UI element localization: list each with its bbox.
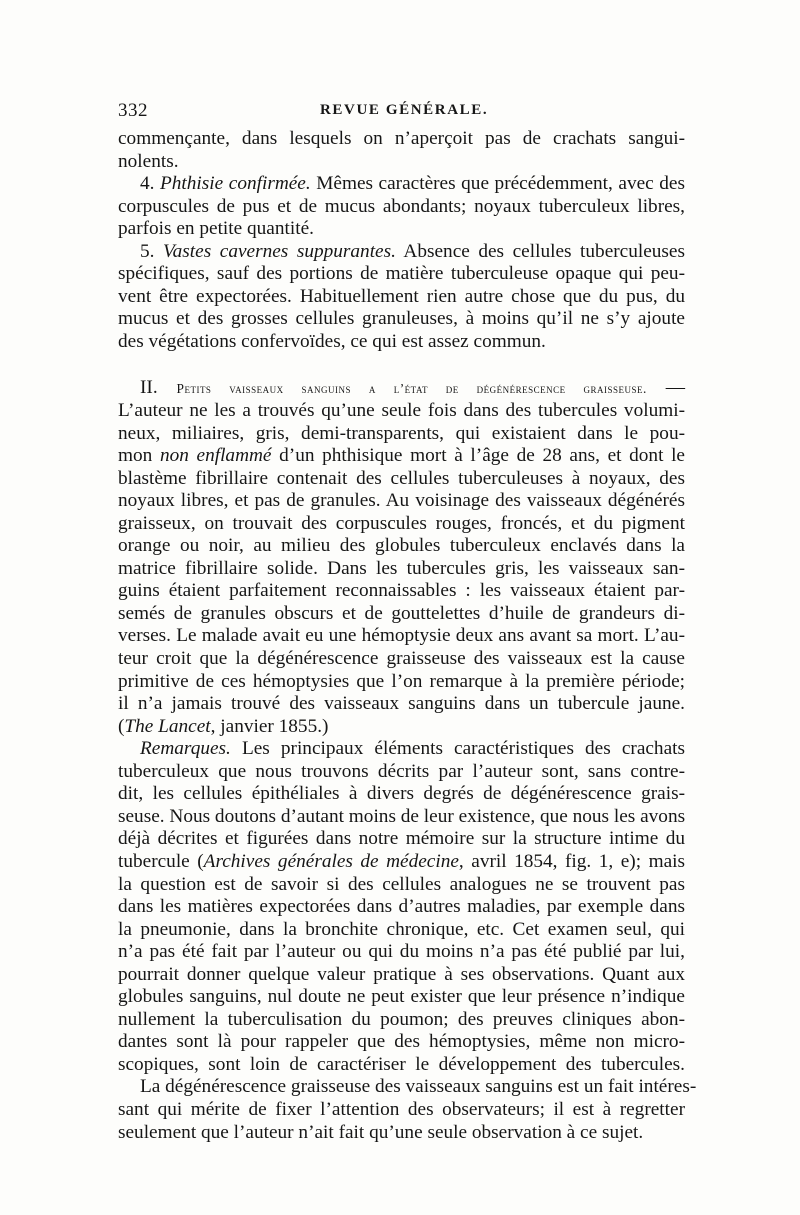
text-line: orange ou noir, au milieu des globules tuberculeux enclavés dans la xyxy=(118,535,685,557)
text-line xyxy=(118,445,685,468)
text-line: spécifiques, sauf des portions de matière tuberculeuse opaque qui peu- xyxy=(118,263,685,285)
section-title: II. Petits vaisseaux sanguins a l’état de dégénérescence graisseuse. — xyxy=(140,377,686,399)
text-line: scopiques, sont loin de caractériser le développement des tubercules. xyxy=(118,1053,685,1075)
text-line: mucus et des grosses cellules granuleuses, à moins qu’il ne s’y ajoute xyxy=(118,308,685,330)
text-line: globules sanguins, nul doute ne peut exister que leur présence n’indique xyxy=(118,986,685,1008)
text-line: parfois en petite quantité. xyxy=(118,218,314,240)
section-gap xyxy=(118,353,685,377)
text-line: semés de granules obscurs et de gouttelettes d’huile de grandeurs di- xyxy=(118,602,685,624)
text-line: tuberculeux que nous trouvons décrits par l’auteur sont, sans contre- xyxy=(118,760,685,782)
text-line: primitive de ces hémoptysies que l’on remarque à la première période; xyxy=(118,670,685,692)
text-line-rich: tubercule (Archives générales de médecine, avril 1854, fig. 1, e); mais xyxy=(118,850,685,872)
text-line: déjà décrites et figurées dans notre mémoire sur la structure intime du xyxy=(118,828,685,850)
text-line xyxy=(118,851,685,874)
text-line: noyaux libres, et pas de granules. Au voisinage des vaisseaux dégénérés xyxy=(118,490,685,512)
text-line: verses. Le malade avait eu une hémoptysie deux ans avant sa mort. L’au- xyxy=(118,625,685,647)
text-line: guins étaient parfaitement reconnaissables : les vaisseaux étaient par- xyxy=(118,580,685,602)
text-line: neux, miliaires, gris, demi-transparents, qui existaient dans le pou- xyxy=(118,422,685,444)
list-item-4-lead: 4. Phthisie confirmée. Mêmes caractères que précédemment, avec des xyxy=(140,173,685,195)
text-line: nolents. xyxy=(118,150,179,172)
text-line: sant qui mérite de fixer l’attention des observateurs; il est à regretter xyxy=(118,1098,685,1120)
text-line: matrice fibrillaire solide. Dans les tubercules gris, les vaisseaux san- xyxy=(118,557,685,579)
page-header xyxy=(118,100,688,126)
text-line: dit, les cellules épithéliales à divers degrés de dégénérescence grais- xyxy=(118,783,685,805)
running-head: REVUE GÉNÉRALE. xyxy=(320,102,489,118)
text-line xyxy=(118,241,685,264)
text-line: seuse. Nous doutons d’autant moins de leur existence, que nous les avons xyxy=(118,805,686,827)
text-line: blastème fibrillaire contenait des cellules tuberculeuses à noyaux, des xyxy=(118,467,685,489)
body-text xyxy=(118,128,697,1144)
text-line: nullement la tuberculisation du poumon; des preuves cliniques abon- xyxy=(118,1008,685,1030)
text-line: des végétations confervoïdes, ce qui est assez commun. xyxy=(118,330,546,352)
text-line xyxy=(118,738,685,761)
text-line xyxy=(118,173,685,196)
text-line: il n’a jamais trouvé des vaisseaux sanguins dans un tubercule jaune. xyxy=(118,693,685,715)
text-line: La dégénérescence graisseuse des vaisseaux sanguins est un fait intéres- xyxy=(140,1076,697,1098)
page-number: 332 xyxy=(118,100,148,121)
text-line: vent être expectorées. Habituellement rien autre chose que du pus, du xyxy=(118,285,685,307)
text-line: dans les matières expectorées dans d’autres maladies, par exemple dans xyxy=(118,896,685,918)
list-item-5-lead: 5. Vastes cavernes suppurantes. Absence des cellules tuberculeuses xyxy=(140,240,685,262)
section-heading xyxy=(118,377,685,400)
text-line: commençante, dans lesquels on n’aperçoit pas de crachats sangui- xyxy=(118,128,685,149)
text-line-rich: mon non enflammé d’un phthisique mort à l’âge de 28 ans, et dont le xyxy=(118,445,685,467)
text-line: corpuscules de pus et de mucus abondants; noyaux tuberculeux libres, xyxy=(118,195,685,217)
citation: (The Lancet, janvier 1855.) xyxy=(118,715,329,737)
text-line: la pneumonie, dans la bronchite chronique, etc. Cet examen seul, qui xyxy=(118,918,685,940)
text-line: graisseux, on trouvait des corpuscules rouges, froncés, et du pigment xyxy=(118,512,685,534)
text-line: seulement que l’auteur n’ait fait qu’une seule observation à ce sujet. xyxy=(118,1121,644,1143)
text-line: pourrait donner quelque valeur pratique à ses observations. Quant aux xyxy=(118,963,685,985)
text-line: dantes sont là pour rappeler que des hémoptysies, même non micro- xyxy=(118,1031,685,1053)
remarks-lead: Remarques. Les principaux éléments caractéristiques des crachats xyxy=(140,738,685,760)
text-line: L’auteur ne les a trouvés qu’une seule fois dans des tubercules volumi- xyxy=(118,400,685,422)
citation-line xyxy=(118,716,685,739)
text-line: la question est de savoir si des cellules analogues ne se trouvent pas xyxy=(118,873,685,895)
text-line: teur croit que la dégénérescence graisseuse des vaisseaux est la cause xyxy=(118,648,685,670)
text-line: n’a pas été fait par l’auteur ou qui du moins n’a pas été publié par lui, xyxy=(118,941,685,963)
